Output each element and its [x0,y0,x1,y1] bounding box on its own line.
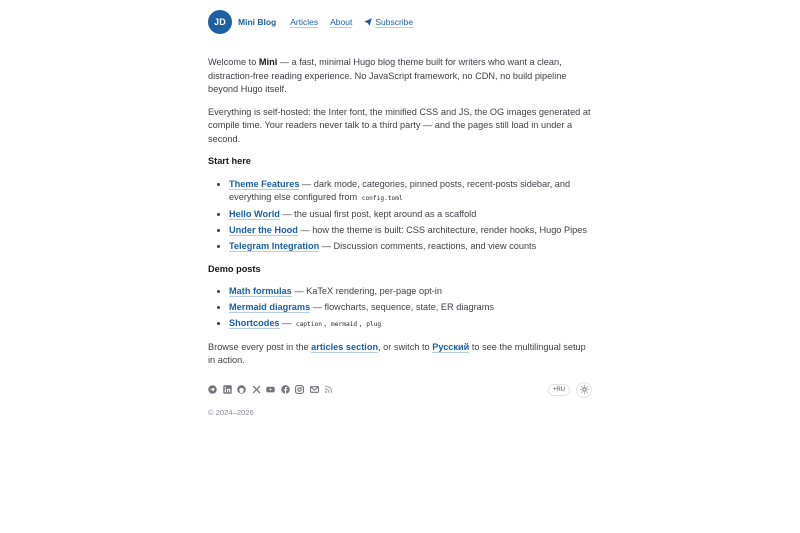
list-item-text: — Discussion comments, reactions, and view counts [319,241,537,251]
list-item-text: — the usual first post, kept around as a scaffold [279,209,477,219]
site-footer [208,382,592,417]
list-item-text: — how the theme is built: CSS architecture, render hooks, Hugo Pipes [297,225,587,235]
telegram-integration-link[interactable]: Telegram Integration [229,241,320,251]
tail-mid: , or switch to [378,341,433,352]
demo-posts-heading: Demo posts [208,263,261,274]
footer-controls [548,382,592,398]
tail-pre: Browse every post in the [208,341,312,352]
code-config-toml: config.toml [361,195,403,202]
copyright: © 2024–2026 [208,407,254,417]
theme-features-link[interactable]: Theme Features [229,178,300,189]
list-item [229,285,592,299]
mail-icon[interactable] [310,385,319,394]
mermaid-diagrams-link[interactable]: Mermaid diagrams [229,302,311,312]
tail-post: to see the multilingual setup in action. [208,341,586,365]
code-mermaid: mermaid [331,321,358,328]
browse-paragraph [208,341,592,368]
theme-toggle-button[interactable] [576,382,592,398]
russian-language-link[interactable]: Русский [432,341,470,352]
intro-p1-post: — a fast, minimal Hugo blog theme built for writers who want a clean, distraction-free reading experience. No JavaScript framework, no CDN, no build pipeline beyond Hugo itself. [208,57,567,94]
list-item [229,224,592,238]
nav-articles[interactable] [290,17,318,28]
nav-about[interactable] [330,17,352,28]
list-item [229,178,592,206]
nav-subscribe[interactable] [364,17,413,28]
instagram-icon[interactable] [295,385,304,394]
under-the-hood-link[interactable]: Under the Hood [229,225,298,235]
nav-articles-label: Articles [290,16,319,27]
list-item-text: — KaTeX rendering, per-page opt-in [291,286,442,296]
telegram-icon[interactable] [208,385,217,394]
page-container [208,10,592,417]
list-item [229,317,592,332]
list-item [229,301,592,315]
site-header [208,10,592,34]
list-item-text: — [279,318,294,328]
code-plug: plug [366,321,382,328]
rss-icon[interactable] [324,385,333,394]
intro-p1-strong: Mini [258,57,278,67]
brand-link[interactable]: Mini Blog [238,17,277,27]
x-icon[interactable] [252,385,261,394]
code-caption: caption [295,321,322,328]
demo-posts-list [208,285,592,332]
hello-world-link[interactable]: Hello World [229,209,280,219]
nav-subscribe-label: Subscribe [375,16,414,27]
intro-paragraph-2: Everything is self-hosted: the Inter font, the minified CSS and JS, the OG images generated at compile time. Your readers never talk to a third party — and the pages still load in under a second. [208,106,591,144]
intro-p1-pre: Welcome to [208,57,259,67]
linkedin-icon[interactable] [223,385,232,394]
footer-row [208,382,592,398]
sun-icon [580,385,589,394]
nav-about-label: About [330,16,353,27]
math-formulas-link[interactable]: Math formulas [229,286,292,296]
shortcodes-link[interactable]: Shortcodes [229,318,280,328]
youtube-icon[interactable] [266,385,275,394]
facebook-icon[interactable] [281,385,290,394]
main-content [208,56,592,368]
avatar[interactable]: JD [208,10,232,34]
start-here-list [208,178,592,254]
code-separator: , [323,318,327,328]
language-switch-button[interactable]: +RU [548,384,570,396]
main-nav [290,17,425,28]
list-item-text: — dark mode, categories, pinned posts, recent-posts sidebar, and everything else configured from [229,178,571,202]
list-item [229,208,592,222]
start-here-heading: Start here [208,156,251,166]
list-item [229,240,592,254]
code-separator: , [359,318,362,328]
list-item-text: — flowcharts, sequence, state, ER diagrams [310,302,495,312]
articles-section-link[interactable]: articles section [311,341,379,352]
github-icon[interactable] [237,385,246,394]
send-icon [364,18,372,26]
social-links [208,385,339,394]
intro-paragraph-1 [208,56,592,97]
